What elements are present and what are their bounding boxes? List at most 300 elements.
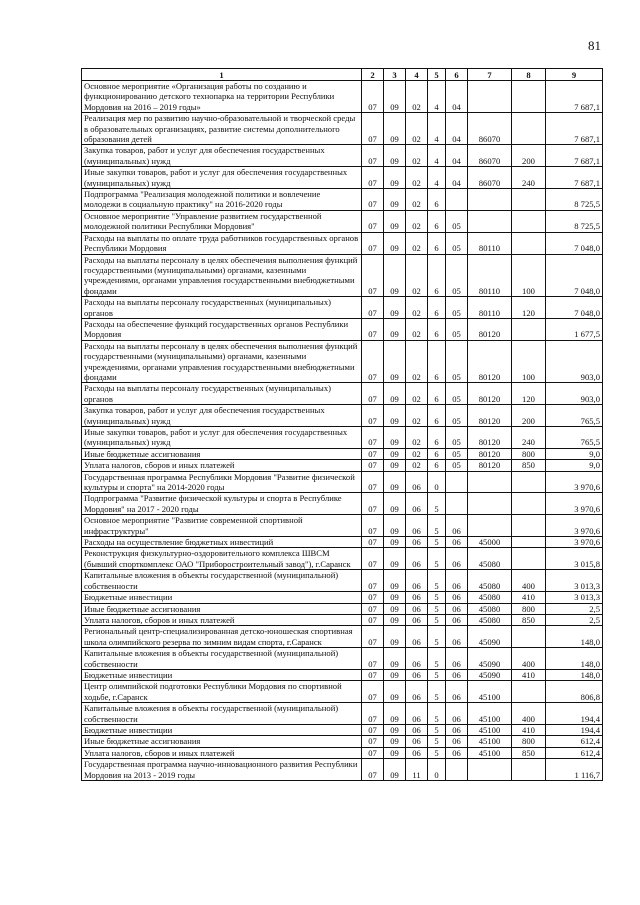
program-code: 06 (406, 570, 428, 592)
column-header: 4 (406, 69, 428, 81)
amount-value: 2,5 (546, 603, 603, 614)
direction-code: 45080 (468, 592, 512, 603)
subprogram-code: 6 (428, 405, 446, 427)
subprogram-code: 5 (428, 537, 446, 548)
section-code: 07 (362, 340, 384, 383)
direction-code: 45100 (468, 703, 512, 725)
subsection-code: 09 (384, 189, 406, 211)
direction-code: 80120 (468, 318, 512, 340)
row-description: Закупка товаров, работ и услуг для обеспечения государственных (муниципальных) нужд (82, 405, 362, 427)
program-code: 02 (406, 460, 428, 471)
subsection-code: 09 (384, 626, 406, 648)
subprogram-code: 4 (428, 145, 446, 167)
table-row (82, 703, 603, 725)
amount-value: 148,0 (546, 669, 603, 680)
event-code: 05 (446, 232, 468, 254)
expense-type-code: 800 (512, 736, 546, 747)
amount-value: 7 048,0 (546, 254, 603, 297)
table-row (82, 145, 603, 167)
expense-type-code (512, 515, 546, 537)
subsection-code: 09 (384, 493, 406, 515)
row-description: Основное мероприятие "Развитие современной спортивной инфраструктуры" (82, 515, 362, 537)
row-description: Уплата налогов, сборов и иных платежей (82, 747, 362, 758)
subprogram-code: 4 (428, 81, 446, 113)
event-code: 05 (446, 383, 468, 405)
section-code: 07 (362, 570, 384, 592)
event-code: 06 (446, 626, 468, 648)
event-code: 04 (446, 81, 468, 113)
event-code (446, 189, 468, 211)
expense-type-code: 410 (512, 724, 546, 735)
section-code: 07 (362, 167, 384, 189)
expense-type-code: 850 (512, 614, 546, 625)
subprogram-code: 5 (428, 548, 446, 570)
amount-value: 7 687,1 (546, 145, 603, 167)
expense-type-code (512, 626, 546, 648)
subprogram-code: 0 (428, 759, 446, 781)
column-header: 2 (362, 69, 384, 81)
event-code (446, 493, 468, 515)
subsection-code: 09 (384, 210, 406, 232)
section-code: 07 (362, 548, 384, 570)
column-header: 5 (428, 69, 446, 81)
amount-value: 3 970,6 (546, 471, 603, 493)
subsection-code: 09 (384, 297, 406, 319)
program-code: 02 (406, 427, 428, 449)
program-code: 06 (406, 603, 428, 614)
subprogram-code: 6 (428, 254, 446, 297)
event-code: 04 (446, 145, 468, 167)
event-code: 05 (446, 405, 468, 427)
expense-type-code (512, 318, 546, 340)
amount-value: 7 687,1 (546, 81, 603, 113)
table-row (82, 626, 603, 648)
row-description: Капитальные вложения в объекты государственной (муниципальной) собственности (82, 570, 362, 592)
event-code: 05 (446, 460, 468, 471)
table-row (82, 383, 603, 405)
subprogram-code: 5 (428, 724, 446, 735)
direction-code: 45100 (468, 736, 512, 747)
row-description: Капитальные вложения в объекты государственной (муниципальной) собственности (82, 648, 362, 670)
program-code: 02 (406, 448, 428, 459)
program-code: 02 (406, 232, 428, 254)
row-description: Центр олимпийской подготовки Республики Мордовия по спортивной ходьбе, г.Саранск (82, 681, 362, 703)
expense-type-code: 100 (512, 340, 546, 383)
direction-code: 45080 (468, 548, 512, 570)
row-description: Иные закупки товаров, работ и услуг для обеспечения государственных (муниципальных) нужд (82, 167, 362, 189)
program-code: 06 (406, 669, 428, 680)
section-code: 07 (362, 210, 384, 232)
subprogram-code: 6 (428, 210, 446, 232)
event-code: 04 (446, 113, 468, 145)
subsection-code: 09 (384, 515, 406, 537)
expense-type-code: 400 (512, 648, 546, 670)
program-code: 06 (406, 724, 428, 735)
row-description: Бюджетные инвестиции (82, 592, 362, 603)
row-description: Основное мероприятие "Управление развитием государственной молодежной политики Республики Мордовия" (82, 210, 362, 232)
expense-type-code: 200 (512, 405, 546, 427)
program-code: 02 (406, 189, 428, 211)
event-code: 05 (446, 254, 468, 297)
amount-value: 2,5 (546, 614, 603, 625)
amount-value: 7 687,1 (546, 113, 603, 145)
table-row (82, 167, 603, 189)
expense-type-code: 400 (512, 703, 546, 725)
amount-value: 194,4 (546, 724, 603, 735)
row-description: Иные бюджетные ассигнования (82, 448, 362, 459)
table-row (82, 537, 603, 548)
program-code: 02 (406, 340, 428, 383)
table-row (82, 747, 603, 758)
section-code: 07 (362, 145, 384, 167)
direction-code: 45090 (468, 669, 512, 680)
subsection-code: 09 (384, 232, 406, 254)
subsection-code: 09 (384, 603, 406, 614)
subprogram-code: 6 (428, 232, 446, 254)
amount-value: 612,4 (546, 736, 603, 747)
table-row (82, 471, 603, 493)
section-code: 07 (362, 515, 384, 537)
table-row (82, 648, 603, 670)
amount-value: 806,8 (546, 681, 603, 703)
subprogram-code: 6 (428, 448, 446, 459)
subsection-code: 09 (384, 724, 406, 735)
amount-value: 9,0 (546, 460, 603, 471)
table-row (82, 427, 603, 449)
table-body (82, 81, 603, 781)
subprogram-code: 5 (428, 570, 446, 592)
table-row (82, 724, 603, 735)
program-code: 02 (406, 405, 428, 427)
section-code: 07 (362, 592, 384, 603)
row-description: Региональный центр-специализированная детско-юношеская спортивная школа олимпийского резерва по зимним видам спорта, г.Саранск (82, 626, 362, 648)
expense-type-code (512, 113, 546, 145)
row-description: Расходы на выплаты по оплате труда работников государственных органов Республики Мордовия (82, 232, 362, 254)
event-code: 05 (446, 318, 468, 340)
program-code: 06 (406, 681, 428, 703)
program-code: 02 (406, 81, 428, 113)
direction-code: 45100 (468, 724, 512, 735)
section-code: 07 (362, 460, 384, 471)
table-row (82, 759, 603, 781)
subsection-code: 09 (384, 614, 406, 625)
direction-code: 86070 (468, 145, 512, 167)
amount-value: 8 725,5 (546, 210, 603, 232)
row-description: Уплата налогов, сборов и иных платежей (82, 614, 362, 625)
direction-code: 80120 (468, 448, 512, 459)
direction-code (468, 81, 512, 113)
table-row (82, 189, 603, 211)
amount-value: 3 013,3 (546, 570, 603, 592)
direction-code (468, 471, 512, 493)
table-row (82, 548, 603, 570)
subsection-code: 09 (384, 254, 406, 297)
row-description: Расходы на выплаты персоналу государственных (муниципальных) органов (82, 383, 362, 405)
row-description: Подпрограмма "Развитие физической культуры и спорта в Республике Мордовия" на 2017 - 2020 годы (82, 493, 362, 515)
event-code: 05 (446, 340, 468, 383)
event-code: 06 (446, 669, 468, 680)
expense-type-code (512, 81, 546, 113)
expense-type-code (512, 189, 546, 211)
subsection-code: 09 (384, 548, 406, 570)
event-code: 05 (446, 448, 468, 459)
program-code: 06 (406, 736, 428, 747)
subsection-code: 09 (384, 648, 406, 670)
row-description: Реконструкция физкультурно-оздоровительного комплекса ШВСМ (бывший спорткомплекс ОАО "Приборостроительный завод"), г.Саранск (82, 548, 362, 570)
subprogram-code: 5 (428, 493, 446, 515)
amount-value: 148,0 (546, 626, 603, 648)
expense-type-code (512, 537, 546, 548)
subsection-code: 09 (384, 145, 406, 167)
event-code (446, 471, 468, 493)
program-code: 02 (406, 113, 428, 145)
subprogram-code: 5 (428, 703, 446, 725)
expense-type-code: 850 (512, 747, 546, 758)
direction-code: 80120 (468, 383, 512, 405)
column-header: 7 (468, 69, 512, 81)
table-row (82, 515, 603, 537)
subsection-code: 09 (384, 759, 406, 781)
subprogram-code: 6 (428, 383, 446, 405)
program-code: 06 (406, 471, 428, 493)
expense-type-code (512, 232, 546, 254)
section-code: 07 (362, 405, 384, 427)
column-header: 9 (546, 69, 603, 81)
section-code: 07 (362, 736, 384, 747)
subprogram-code: 5 (428, 626, 446, 648)
expense-type-code: 400 (512, 570, 546, 592)
event-code: 04 (446, 167, 468, 189)
row-description: Подпрограмма "Реализация молодежной политики и вовлечение молодежи в социальную практику" на 2016-2020 годы (82, 189, 362, 211)
table-row (82, 340, 603, 383)
amount-value: 903,0 (546, 383, 603, 405)
direction-code: 80120 (468, 405, 512, 427)
subprogram-code: 6 (428, 427, 446, 449)
program-code: 06 (406, 493, 428, 515)
section-code: 07 (362, 448, 384, 459)
column-header: 3 (384, 69, 406, 81)
amount-value: 3 970,6 (546, 515, 603, 537)
amount-value: 3 970,6 (546, 537, 603, 548)
section-code: 07 (362, 189, 384, 211)
expense-type-code: 410 (512, 669, 546, 680)
subprogram-code: 5 (428, 614, 446, 625)
amount-value: 903,0 (546, 340, 603, 383)
program-code: 06 (406, 548, 428, 570)
program-code: 06 (406, 747, 428, 758)
subprogram-code: 6 (428, 318, 446, 340)
amount-value: 3 015,8 (546, 548, 603, 570)
subsection-code: 09 (384, 736, 406, 747)
row-description: Иные бюджетные ассигнования (82, 603, 362, 614)
program-code: 06 (406, 614, 428, 625)
event-code: 06 (446, 570, 468, 592)
table-row (82, 232, 603, 254)
direction-code: 80110 (468, 254, 512, 297)
direction-code: 45090 (468, 626, 512, 648)
program-code: 02 (406, 318, 428, 340)
event-code: 06 (446, 614, 468, 625)
event-code: 05 (446, 210, 468, 232)
event-code: 06 (446, 592, 468, 603)
direction-code: 80110 (468, 232, 512, 254)
expense-type-code: 120 (512, 297, 546, 319)
row-description: Расходы на обеспечение функций государственных органов Республики Мордовия (82, 318, 362, 340)
amount-value: 612,4 (546, 747, 603, 758)
event-code: 06 (446, 648, 468, 670)
section-code: 07 (362, 681, 384, 703)
expense-type-code: 850 (512, 460, 546, 471)
amount-value: 8 725,5 (546, 189, 603, 211)
direction-code (468, 759, 512, 781)
amount-value: 7 687,1 (546, 167, 603, 189)
table-row (82, 460, 603, 471)
section-code: 07 (362, 703, 384, 725)
section-code: 07 (362, 318, 384, 340)
direction-code: 45000 (468, 537, 512, 548)
subprogram-code: 5 (428, 747, 446, 758)
section-code: 07 (362, 537, 384, 548)
section-code: 07 (362, 471, 384, 493)
row-description: Бюджетные инвестиции (82, 724, 362, 735)
direction-code (468, 493, 512, 515)
subsection-code: 09 (384, 81, 406, 113)
subprogram-code: 5 (428, 669, 446, 680)
subsection-code: 09 (384, 537, 406, 548)
direction-code (468, 210, 512, 232)
table-row (82, 405, 603, 427)
row-description: Государственная программа научно-инновационного развития Республики Мордовия на 2013 - 2019 годы (82, 759, 362, 781)
expense-type-code: 240 (512, 167, 546, 189)
section-code: 07 (362, 81, 384, 113)
program-code: 02 (406, 167, 428, 189)
section-code: 07 (362, 648, 384, 670)
direction-code: 45080 (468, 614, 512, 625)
event-code: 06 (446, 703, 468, 725)
expense-type-code: 800 (512, 448, 546, 459)
program-code: 02 (406, 383, 428, 405)
event-code: 06 (446, 724, 468, 735)
row-description: Бюджетные инвестиции (82, 669, 362, 680)
subprogram-code: 6 (428, 189, 446, 211)
expense-type-code: 120 (512, 383, 546, 405)
section-code: 07 (362, 747, 384, 758)
subprogram-code: 5 (428, 648, 446, 670)
row-description: Расходы на осуществление бюджетных инвестиций (82, 537, 362, 548)
amount-value: 3 013,3 (546, 592, 603, 603)
row-description: Основное мероприятие «Организация работы по созданию и функционированию детского технопарка на территории Республики Мордовия на 2016 – 2019 годы» (82, 81, 362, 113)
expense-type-code (512, 493, 546, 515)
amount-value: 9,0 (546, 448, 603, 459)
program-code: 11 (406, 759, 428, 781)
expense-type-code: 240 (512, 427, 546, 449)
subsection-code: 09 (384, 747, 406, 758)
direction-code: 80110 (468, 297, 512, 319)
subprogram-code: 5 (428, 736, 446, 747)
table-row (82, 592, 603, 603)
section-code: 07 (362, 669, 384, 680)
expense-type-code: 200 (512, 145, 546, 167)
program-code: 06 (406, 537, 428, 548)
page-number: 81 (588, 38, 601, 53)
subsection-code: 09 (384, 167, 406, 189)
section-code: 07 (362, 254, 384, 297)
subsection-code: 09 (384, 703, 406, 725)
direction-code: 86070 (468, 113, 512, 145)
table-row (82, 113, 603, 145)
subsection-code: 09 (384, 460, 406, 471)
event-code (446, 759, 468, 781)
subsection-code: 09 (384, 383, 406, 405)
row-description: Уплата налогов, сборов и иных платежей (82, 460, 362, 471)
expense-type-code (512, 471, 546, 493)
event-code: 06 (446, 537, 468, 548)
subsection-code: 09 (384, 669, 406, 680)
direction-code: 80120 (468, 427, 512, 449)
program-code: 06 (406, 626, 428, 648)
section-code: 07 (362, 383, 384, 405)
direction-code (468, 189, 512, 211)
program-code: 06 (406, 703, 428, 725)
direction-code: 80120 (468, 340, 512, 383)
table-row (82, 210, 603, 232)
subsection-code: 09 (384, 427, 406, 449)
program-code: 02 (406, 254, 428, 297)
section-code: 07 (362, 427, 384, 449)
table-row (82, 254, 603, 297)
amount-value: 765,5 (546, 427, 603, 449)
event-code: 06 (446, 603, 468, 614)
event-code: 06 (446, 681, 468, 703)
subprogram-code: 5 (428, 603, 446, 614)
expense-type-code (512, 210, 546, 232)
row-description: Иные бюджетные ассигнования (82, 736, 362, 747)
row-description: Закупка товаров, работ и услуг для обеспечения государственных (муниципальных) нужд (82, 145, 362, 167)
subprogram-code: 6 (428, 340, 446, 383)
expense-type-code (512, 681, 546, 703)
row-description: Государственная программа Республики Мордовия "Развитие физической культуры и спорта" на 2014-2020 годы (82, 471, 362, 493)
table-row (82, 318, 603, 340)
section-code: 07 (362, 113, 384, 145)
expense-type-code: 800 (512, 603, 546, 614)
row-description: Расходы на выплаты персоналу государственных (муниципальных) органов (82, 297, 362, 319)
table-row (82, 603, 603, 614)
subsection-code: 09 (384, 318, 406, 340)
column-header: 6 (446, 69, 468, 81)
direction-code: 80120 (468, 460, 512, 471)
subprogram-code: 6 (428, 460, 446, 471)
subsection-code: 09 (384, 405, 406, 427)
table-row (82, 669, 603, 680)
expense-type-code (512, 548, 546, 570)
subsection-code: 09 (384, 592, 406, 603)
amount-value: 1 677,5 (546, 318, 603, 340)
table-row (82, 736, 603, 747)
table-row (82, 81, 603, 113)
subsection-code: 09 (384, 681, 406, 703)
row-description: Расходы на выплаты персоналу в целях обеспечения выполнения функций государственными (муниципальными) органами, казенными учреждениями, органами управления государственными внебюджетными фондами (82, 340, 362, 383)
row-description: Расходы на выплаты персоналу в целях обеспечения выполнения функций государственными (муниципальными) органами, казенными учреждениями, органами управления государственными внебюджетными фондами (82, 254, 362, 297)
subprogram-code: 4 (428, 167, 446, 189)
row-description: Капитальные вложения в объекты государственной (муниципальной) собственности (82, 703, 362, 725)
program-code: 02 (406, 297, 428, 319)
program-code: 06 (406, 592, 428, 603)
table-header-row (82, 69, 603, 81)
amount-value: 7 048,0 (546, 297, 603, 319)
program-code: 06 (406, 648, 428, 670)
direction-code: 45100 (468, 747, 512, 758)
amount-value: 3 970,6 (546, 493, 603, 515)
